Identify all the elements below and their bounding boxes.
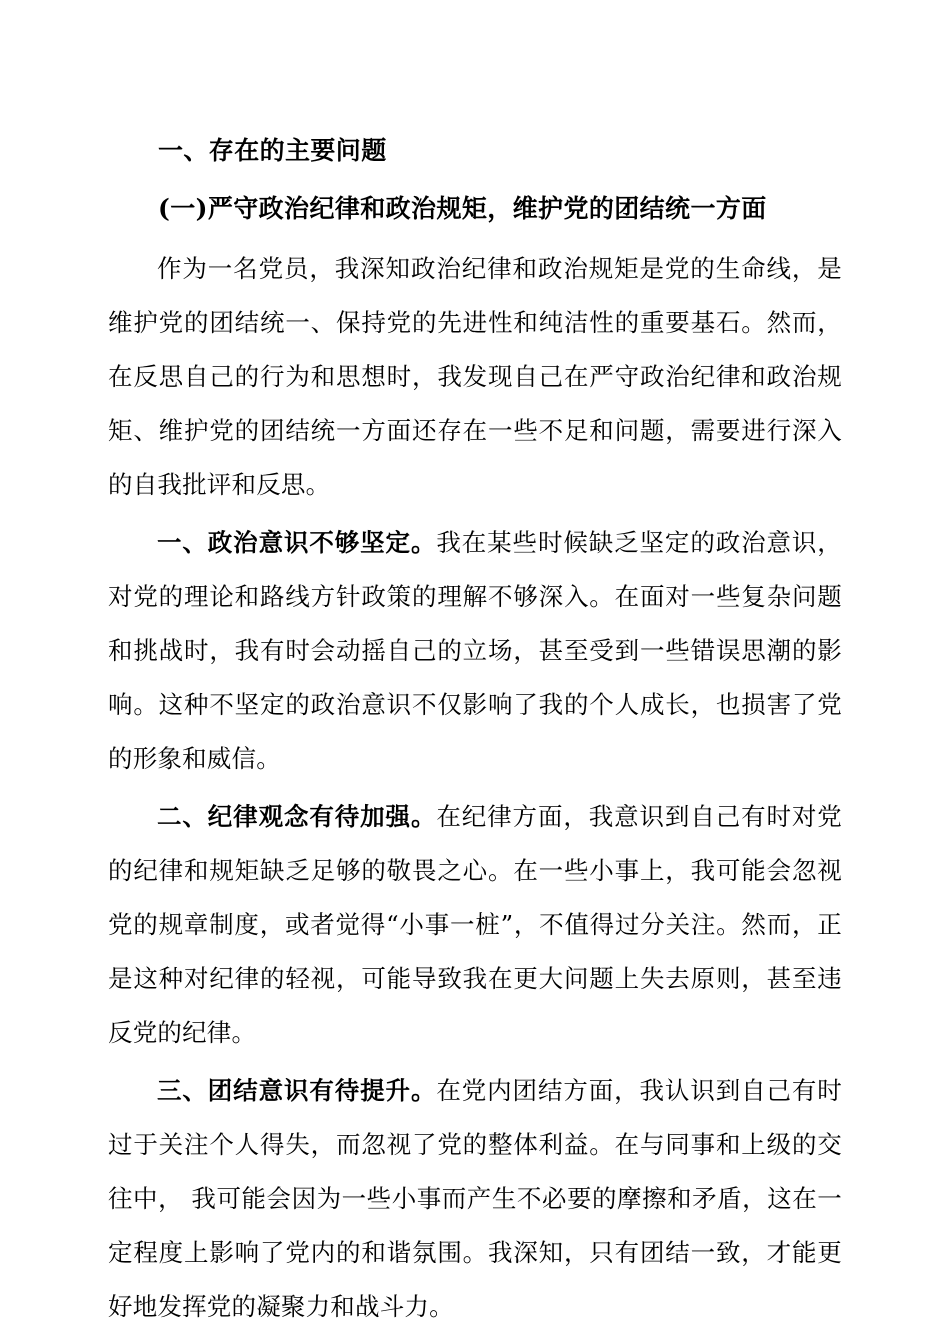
paragraph — [108, 1064, 842, 1334]
paragraph — [108, 242, 842, 512]
paragraph-text: 在党内团结方面，我认识到自己有时过于关注个人得失，而忽视了党的整体利益。在与同事和上级的交往中， 我可能会因为一些小事而产生不必要的摩擦和矛盾，这在一定程度上影响了党内的和谐氛围。我深知，只有团结一致，才能更好地发挥党的凝聚力和战斗力。 — [108, 1076, 842, 1321]
paragraph-text: 我在某些时候缺乏坚定的政治意识，对党的理论和路线方针政策的理解不够深入。在面对一些复杂问题和挑战时，我有时会动摇自己的立场，甚至受到一些错误思潮的影响。这种不坚定的政治意识不仅影响了我的个人成长，也损害了党的形象和威信。 — [108, 528, 842, 773]
paragraph-text: 在纪律方面，我意识到自己有时对党的纪律和规矩缺乏足够的敬畏之心。在一些小事上，我可能会忽视党的规章制度，或者觉得“小事一桩”，不值得过分关注。然而，正是这种对纪律的轻视，可能导致我在更大问题上失去原则，甚至违反党的纪律。 — [108, 802, 842, 1047]
document-body — [108, 124, 842, 1334]
subsection-title: (一)严守政治纪律和政治规矩，维护党的团结统一方面 — [158, 194, 767, 223]
paragraph — [108, 790, 842, 1060]
paragraph-lead: 二、纪律观念有待加强。 — [157, 802, 437, 831]
paragraph — [108, 516, 842, 786]
paragraph-text: 作为一名党员，我深知政治纪律和政治规矩是党的生命线，是维护党的团结统一、保持党的先进性和纯洁性的重要基石。然而，在反思自己的行为和思想时，我发现自己在严守政治纪律和政治规矩、维护党的团结统一方面还存在一些不足和问题，需要进行深入的自我批评和反思。 — [108, 254, 842, 499]
section-title: 一、存在的主要问题 — [158, 136, 387, 165]
paragraph-lead: 一、政治意识不够坚定。 — [157, 528, 437, 557]
paragraph-lead: 三、团结意识有待提升。 — [157, 1076, 437, 1105]
